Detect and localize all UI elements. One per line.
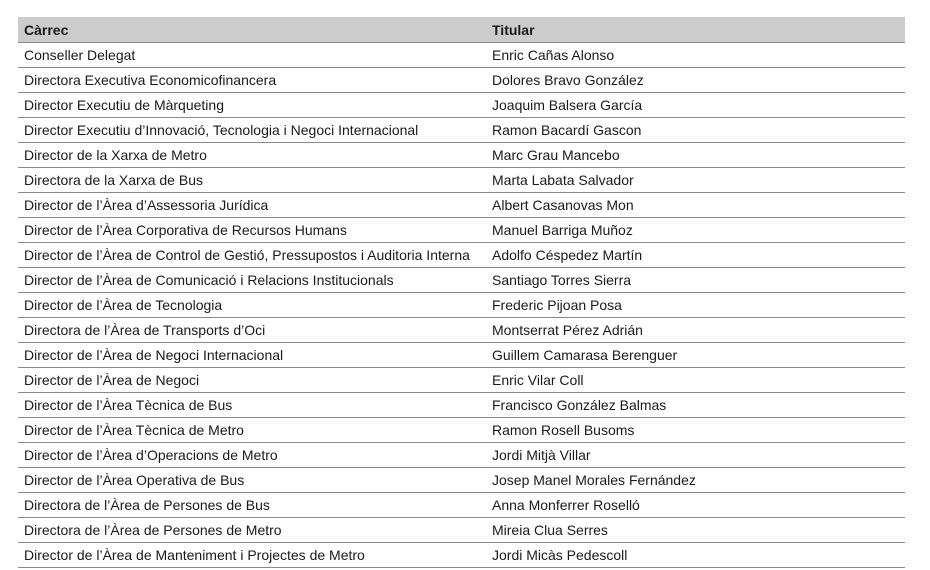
table-row — [18, 68, 905, 93]
cell-titular: Mireia Clua Serres — [486, 518, 905, 543]
cell-titular: Albert Casanovas Mon — [486, 193, 905, 218]
table-row — [18, 418, 905, 443]
cell-titular: Dolores Bravo González — [486, 68, 905, 93]
cell-carrec: Director de l’Àrea de Comunicació i Relacions Institucionals — [18, 268, 486, 293]
cell-carrec: Director de l’Àrea d’Operacions de Metro — [18, 443, 486, 468]
cell-titular: Joaquim Balsera García — [486, 93, 905, 118]
table-row — [18, 468, 905, 493]
cell-carrec: Director de l’Àrea de Tecnologia — [18, 293, 486, 318]
header-titular: Titular — [486, 17, 905, 43]
table-body — [18, 43, 905, 568]
directors-table-container — [18, 17, 905, 568]
table-row — [18, 393, 905, 418]
cell-carrec: Director de l’Àrea de Control de Gestió, Pressupostos i Auditoria Interna — [18, 243, 486, 268]
cell-carrec: Director de l’Àrea Tècnica de Metro — [18, 418, 486, 443]
table-row — [18, 493, 905, 518]
cell-titular: Francisco González Balmas — [486, 393, 905, 418]
cell-titular: Montserrat Pérez Adrián — [486, 318, 905, 343]
table-row — [18, 143, 905, 168]
cell-titular: Guillem Camarasa Berenguer — [486, 343, 905, 368]
table-row — [18, 218, 905, 243]
table-row — [18, 168, 905, 193]
directors-table — [18, 17, 905, 568]
cell-carrec: Director de l’Àrea de Manteniment i Projectes de Metro — [18, 543, 486, 568]
cell-titular: Enric Cañas Alonso — [486, 43, 905, 68]
cell-carrec: Director de l’Àrea Tècnica de Bus — [18, 393, 486, 418]
table-row — [18, 368, 905, 393]
cell-carrec: Directora de l’Àrea de Transports d’Oci — [18, 318, 486, 343]
table-row — [18, 93, 905, 118]
cell-titular: Ramon Rosell Busoms — [486, 418, 905, 443]
cell-titular: Manuel Barriga Muñoz — [486, 218, 905, 243]
cell-titular: Ramon Bacardí Gascon — [486, 118, 905, 143]
table-header-row — [18, 17, 905, 43]
cell-carrec: Director Executiu d’Innovació, Tecnologia i Negoci Internacional — [18, 118, 486, 143]
cell-carrec: Director de l’Àrea Operativa de Bus — [18, 468, 486, 493]
table-row — [18, 268, 905, 293]
cell-titular: Enric Vilar Coll — [486, 368, 905, 393]
table-row — [18, 343, 905, 368]
cell-titular: Frederic Pijoan Posa — [486, 293, 905, 318]
table-row — [18, 543, 905, 568]
table-row — [18, 443, 905, 468]
cell-carrec: Director de l’Àrea de Negoci Internacional — [18, 343, 486, 368]
table-row — [18, 518, 905, 543]
cell-carrec: Directora de la Xarxa de Bus — [18, 168, 486, 193]
cell-carrec: Conseller Delegat — [18, 43, 486, 68]
table-row — [18, 243, 905, 268]
table-row — [18, 318, 905, 343]
cell-carrec: Director de la Xarxa de Metro — [18, 143, 486, 168]
cell-titular: Anna Monferrer Roselló — [486, 493, 905, 518]
cell-carrec: Director Executiu de Màrqueting — [18, 93, 486, 118]
cell-carrec: Directora Executiva Economicofinancera — [18, 68, 486, 93]
table-row — [18, 43, 905, 68]
cell-titular: Marc Grau Mancebo — [486, 143, 905, 168]
cell-titular: Jordi Mitjà Villar — [486, 443, 905, 468]
header-carrec: Càrrec — [18, 17, 486, 43]
cell-titular: Marta Labata Salvador — [486, 168, 905, 193]
cell-titular: Josep Manel Morales Fernández — [486, 468, 905, 493]
cell-titular: Jordi Micàs Pedescoll — [486, 543, 905, 568]
cell-carrec: Directora de l’Àrea de Persones de Metro — [18, 518, 486, 543]
cell-carrec: Director de l’Àrea Corporativa de Recursos Humans — [18, 218, 486, 243]
table-row — [18, 293, 905, 318]
cell-titular: Santiago Torres Sierra — [486, 268, 905, 293]
cell-carrec: Director de l’Àrea d’Assessoria Jurídica — [18, 193, 486, 218]
table-row — [18, 118, 905, 143]
cell-carrec: Director de l’Àrea de Negoci — [18, 368, 486, 393]
table-row — [18, 193, 905, 218]
cell-carrec: Directora de l’Àrea de Persones de Bus — [18, 493, 486, 518]
cell-titular: Adolfo Céspedez Martín — [486, 243, 905, 268]
